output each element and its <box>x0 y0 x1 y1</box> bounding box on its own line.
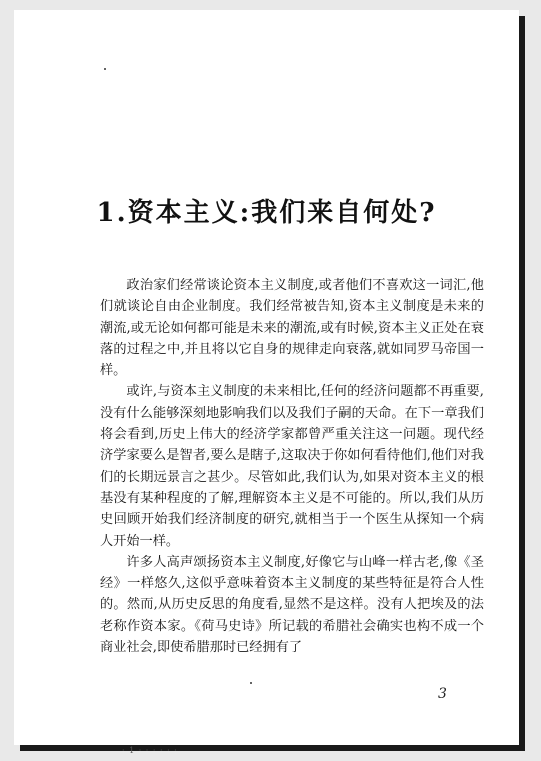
bottom-scan-mark: · 1 · · · · · · <box>122 746 178 755</box>
speck <box>250 682 252 684</box>
body-text <box>100 275 484 658</box>
paragraph: 或许,与资本主义制度的未来相比,任何的经济问题都不再重要,没有什么能够深刻地影响我们以及我们子嗣的天命。在下一章我们将会看到,历史上伟大的经济学家都曾严重关注这一问题。现代经济学家要么是智者,要么是瞎子,这取决于你如何看待他们,他们对我们的长期远景言之甚少。尽管如此,我们认为,如果对资本主义的根基没有某种程度的了解,理解资本主义是不可能的。所以,我们从历史回顾开始我们经济制度的研究,就相当于一个医生从探知一个病人开始一样。 <box>100 384 484 549</box>
speck <box>104 68 106 70</box>
book-page <box>14 10 519 745</box>
chapter-title: 1.资本主义:我们来自何处? <box>96 198 437 228</box>
paragraph: 政治家们经常谈论资本主义制度,或者他们不喜欢这一词汇,他们就谈论自由企业制度。我们经常被告知,资本主义制度是未来的潮流,或无论如何都可能是未来的潮流,或有时候,资本主义正处在衰落的过程之中,并且将以它自身的规律走向衰落,就如同罗马帝国一样。 <box>100 278 484 379</box>
paragraph: 许多人高声颂扬资本主义制度,好像它与山峰一样古老,像《圣经》一样悠久,这似乎意味着资本主义制度的某些特征是符合人性的。然而,从历史反思的角度看,显然不是这样。没有人把埃及的法老称作资本家。《荷马史诗》所记载的希腊社会确实也构不成一个商业社会,即使希腊那时已经拥有了 <box>100 554 484 656</box>
page-number: 3 <box>438 686 447 702</box>
